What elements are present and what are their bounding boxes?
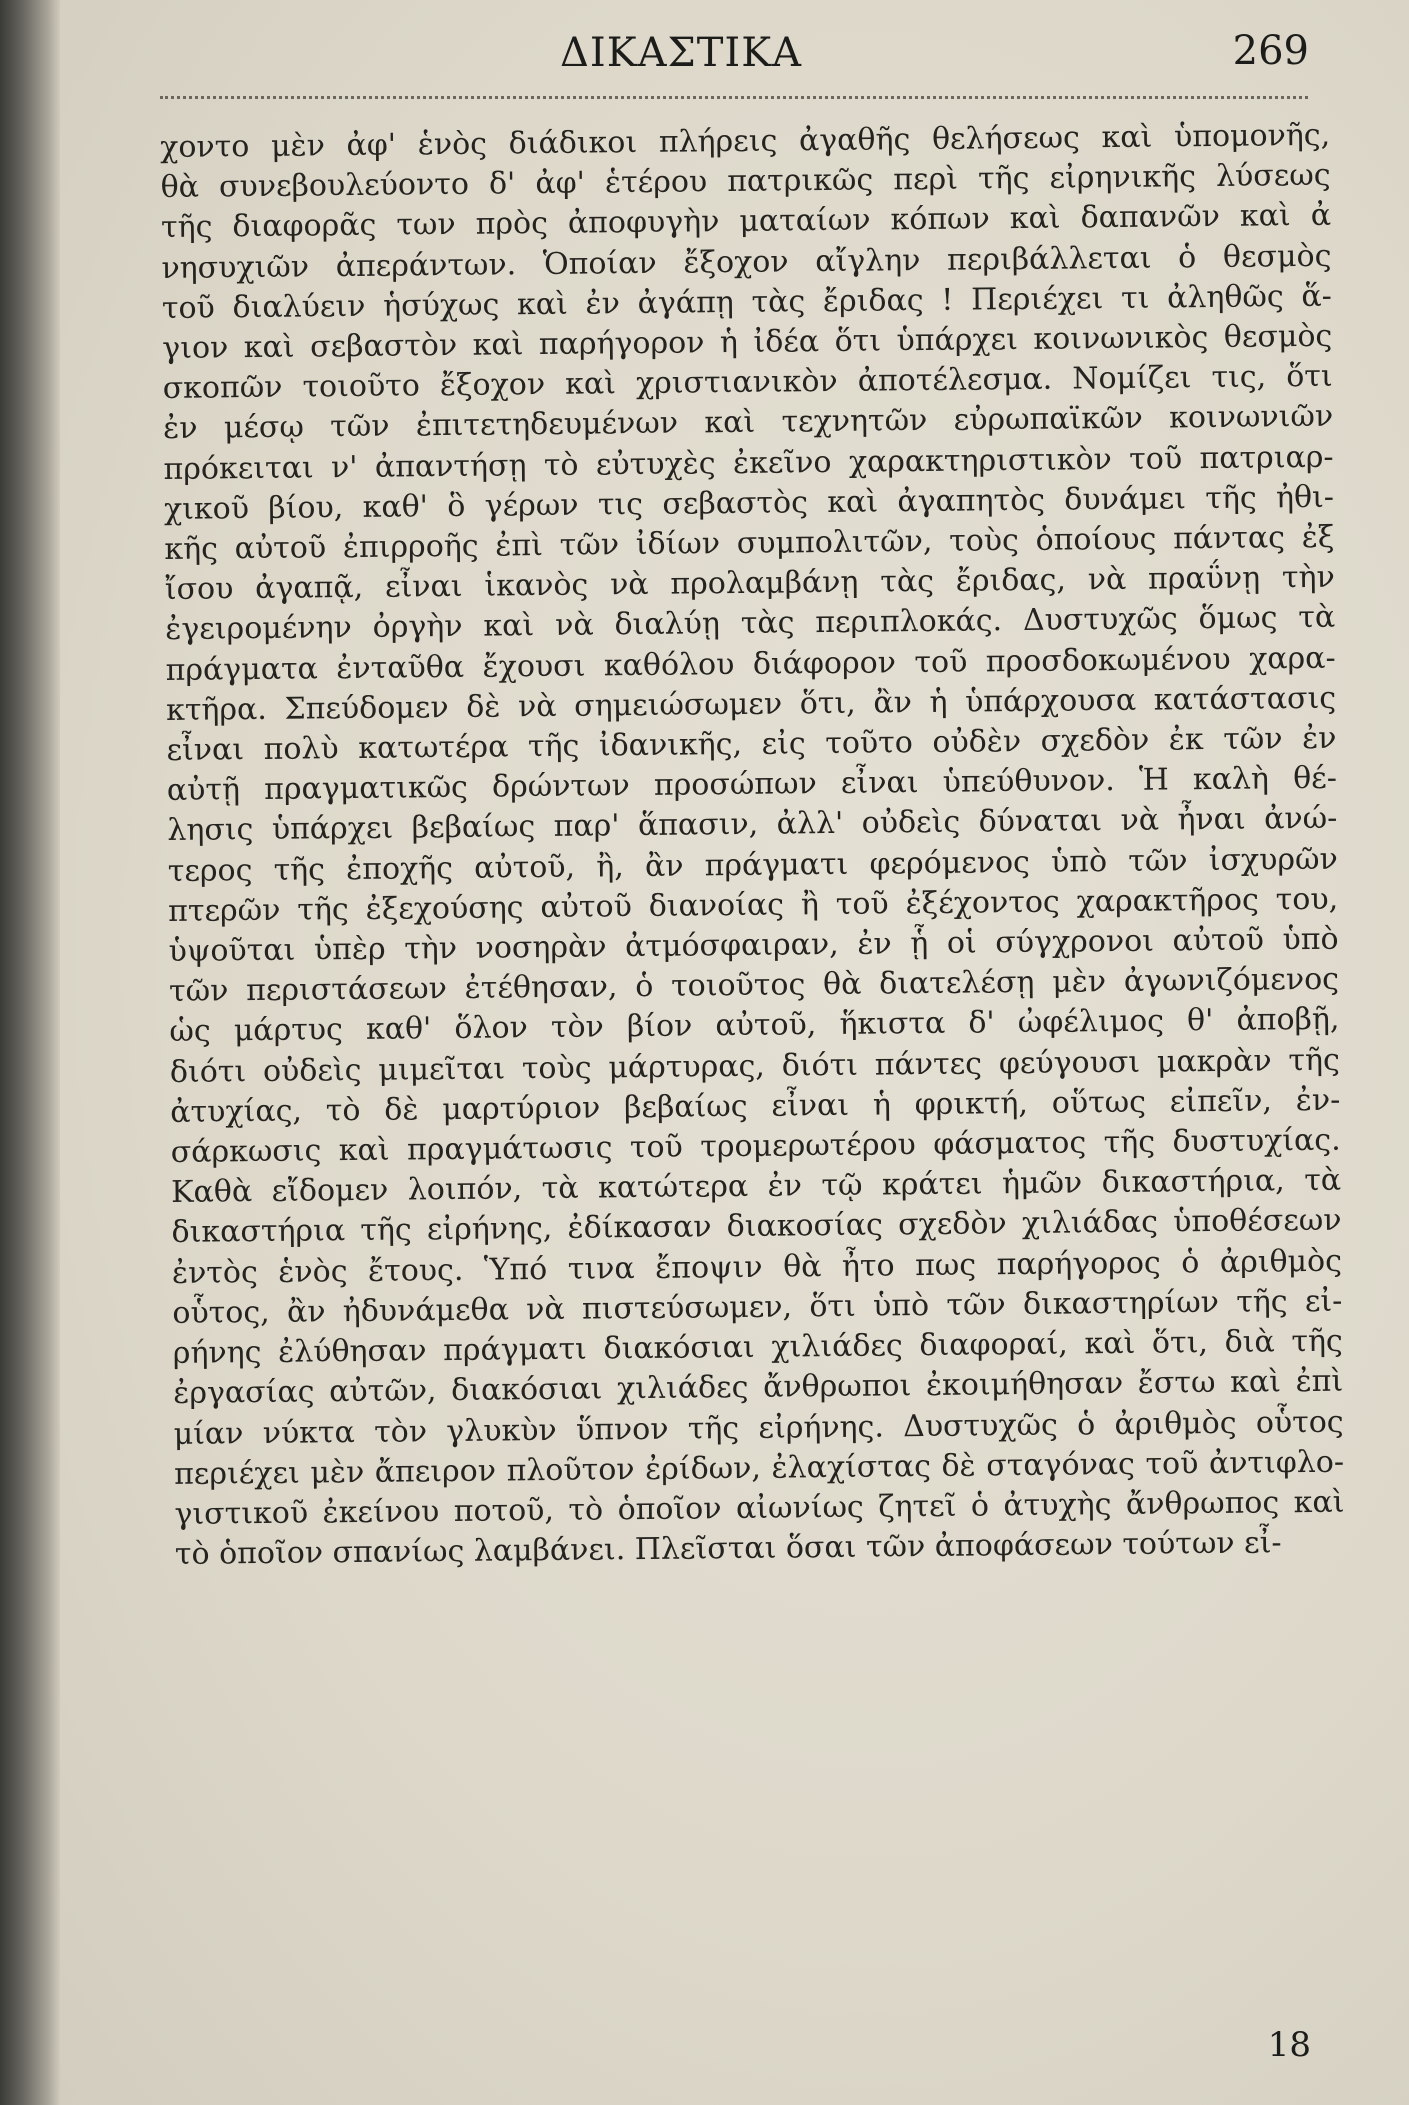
text-line: ὑψοῦται ὑπὲρ τὴν νοσηρὰν ἀτμόσφαιραν, ἐν ᾗ οἱ σύγχρονοι αὐτοῦ ὑπὸ [168,921,1339,970]
signature-mark: 18 [1267,2025,1311,2065]
text-line: λησις ὑπάρχει βεβαίως παρ' ἅπασιν, ἀλλ' οὐδεὶς δύναται νὰ ἦναι ἀνώ- [167,801,1338,849]
text-line: αὐτῇ πραγματικῶς δρώντων προσώπων εἶναι ὑπεύθυνον. Ἡ καλὴ θέ- [166,760,1338,809]
text-line: γιστικοῦ ἐκείνου ποτοῦ, τὸ ὁποῖον αἰωνίως ζητεῖ ὁ ἀτυχὴς ἄνθρωπος καὶ [174,1484,1345,1532]
running-head: ΔΙΚΑΣΤΙΚΑ [560,30,802,76]
text-line: σάρκωσις καὶ πραγμάτωσις τοῦ τρομερωτέρου φάσματος τῆς δυστυχίας. [170,1122,1341,1171]
text-line: τὸ ὁποῖον σπανίως λαμβάνει. Πλεῖσται ὅσαι τῶν ἀποφάσεων τούτων εἶ- [174,1525,1282,1573]
text-line: χικοῦ βίου, καθ' ὃ γέρων τις σεβαστὸς καὶ ἀγαπητὸς δυνάμει τῆς ἠθι- [163,479,1335,527]
text-line: μίαν νύκτα τὸν γλυκὺν ὕπνον τῆς εἰρήνης. Δυστυχῶς ὁ ἀριθμὸς οὗτος [173,1404,1344,1452]
text-line: ἐν μέσῳ τῶν ἐπιτετηδευμένων καὶ τεχνητῶν εὐρωπαϊκῶν κοινωνιῶν [162,399,1334,447]
text-line: ἐγειρομένην ὀργὴν καὶ νὰ διαλύῃ τὰς περιπλοκάς. Δυστυχῶς ὅμως τὰ [165,600,1336,648]
text-line: τοῦ διαλύειν ἡσύχως καὶ ἐν ἀγάπῃ τὰς ἔριδας ! Περιέχει τι ἀληθῶς ἅ- [161,278,1333,326]
text-line: Καθὰ εἴδομεν λοιπόν, τὰ κατώτερα ἐν τῷ κράτει ἡμῶν δικαστήρια, τὰ [170,1162,1342,1211]
text-line: νησυχιῶν ἀπεράντων. Ὁποίαν ἔξοχον αἴγλην περιβάλλεται ὁ θεσμὸς [161,238,1332,286]
text-line: κῆς αὐτοῦ ἐπιρροῆς ἐπὶ τῶν ἰδίων συμπολιτῶν, τοὺς ὁποίους πάντας ἐξ [164,519,1335,568]
book-gutter [0,0,60,2105]
text-line: θὰ συνεβουλεύοντο δ' ἀφ' ἑτέρου πατρικῶς περὶ τῆς εἰρηνικῆς λύσεως [160,157,1331,206]
text-line: τῆς διαφορᾶς των πρὸς ἀποφυγὴν ματαίων κόπων καὶ δαπανῶν καὶ ἀ [160,198,1332,246]
text-line: τερος τῆς ἐποχῆς αὐτοῦ, ἢ, ἂν πράγματι φερόμενος ὑπὸ τῶν ἰσχυρῶν [167,841,1338,889]
header-rule [160,96,1308,99]
text-line: κτῆρα. Σπεύδομεν δὲ νὰ σημειώσωμεν ὅτι, ἂν ἡ ὑπάρχουσα κατάστασις [165,680,1337,728]
text-line: πράγματα ἐνταῦθα ἔχουσι καθόλου διάφορον τοῦ προσδοκωμένου χαρα- [165,640,1336,688]
text-line: διότι οὐδεὶς μιμεῖται τοὺς μάρτυρας, διότι πάντες φεύγουσι μακρὰν τῆς [169,1042,1341,1090]
text-line: εἶναι πολὺ κατωτέρα τῆς ἰδανικῆς, εἰς τοῦτο οὐδὲν σχεδὸν ἐκ τῶν ἐν [166,720,1337,769]
text-line: τῶν περιστάσεων ἐτέθησαν, ὁ τοιοῦτος θὰ διατελέσῃ μὲν ἀγωνιζόμενος [168,961,1340,1010]
text-line: γιον καὶ σεβαστὸν καὶ παρήγορον ἡ ἰδέα ὅτι ὑπάρχει κοινωνικὸς θεσμὸς [162,318,1333,367]
page-number: 269 [1232,28,1309,74]
text-line: χοντο μὲν ἀφ' ἑνὸς διάδικοι πλήρεις ἀγαθῆς θελήσεως καὶ ὑπομονῆς, [160,117,1331,165]
text-line: πτερῶν τῆς ἐξεχούσης αὐτοῦ διανοίας ἢ τοῦ ἐξέχοντος χαρακτῆρος του, [168,881,1339,929]
text-line: οὗτος, ἂν ἠδυνάμεθα νὰ πιστεύσωμεν, ὅτι ὑπὸ τῶν δικαστηρίων τῆς εἰ- [172,1283,1343,1331]
text-line: ἀτυχίας, τὸ δὲ μαρτύριον βεβαίως εἶναι ἡ φρικτή, οὕτως εἰπεῖν, ἐν- [170,1082,1341,1130]
body-text [160,116,1345,1575]
text-line: ὡς μάρτυς καθ' ὅλον τὸν βίον αὐτοῦ, ἥκιστα δ' ὠφέλιμος θ' ἀποβῇ, [169,1002,1340,1050]
text-line: ἐντὸς ἑνὸς ἔτους. Ὑπό τινα ἔποψιν θὰ ἦτο πως παρήγορος ὁ ἀριθμὸς [171,1243,1343,1291]
text-line: ρήνης ἐλύθησαν πράγματι διακόσιαι χιλιάδες διαφοραί, καὶ ὅτι, διὰ τῆς [172,1323,1343,1372]
text-line: ἴσου ἀγαπᾷ, εἶναι ἱκανὸς νὰ προλαμβάνῃ τὰς ἔριδας, νὰ πραΰνῃ τὴν [164,559,1335,608]
text-line: δικαστήρια τῆς εἰρήνης, ἐδίκασαν διακοσίας σχεδὸν χιλιάδας ὑποθέσεων [171,1203,1342,1251]
text-line: ἐργασίας αὐτῶν, διακόσιαι χιλιάδες ἄνθρωποι ἐκοιμήθησαν ἔστω καὶ ἐπὶ [173,1363,1344,1412]
text-line: σκοπῶν τοιοῦτο ἔξοχον καὶ χριστιανικὸν ἀποτέλεσμα. Νομίζει τις, ὅτι [162,358,1333,407]
text-line: πρόκειται ν' ἀπαντήσῃ τὸ εὐτυχὲς ἐκεῖνο χαρακτηριστικὸν τοῦ πατριαρ- [163,439,1334,487]
text-line: περιέχει μὲν ἄπειρον πλοῦτον ἐρίδων, ἐλαχίστας δὲ σταγόνας τοῦ ἀντιφλο- [173,1444,1345,1492]
